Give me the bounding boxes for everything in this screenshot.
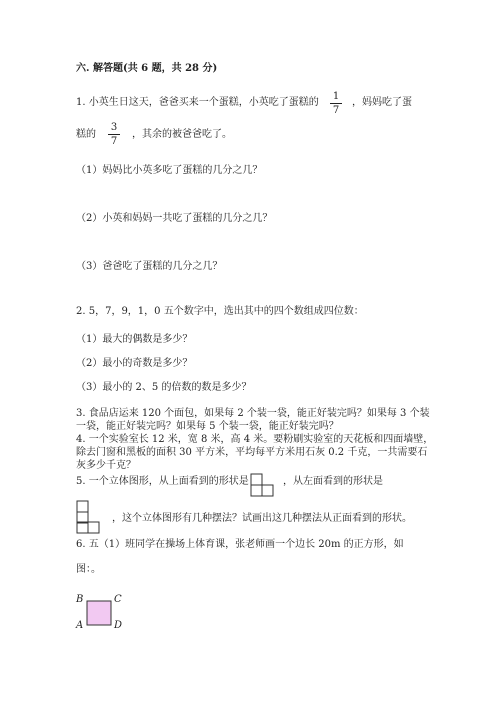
q1-sub2: （2）小英和妈妈一共吃了蛋糕的几分之几？ <box>76 213 273 224</box>
q1-sub3: （3）爸爸吃了蛋糕的几分之几？ <box>76 261 223 272</box>
q1-line2-a: 糕的 <box>76 129 96 140</box>
square-label-b: B <box>76 594 84 605</box>
q1-line2-b: ，其余的被爸爸吃了。 <box>132 129 232 140</box>
square-label-d: D <box>114 620 123 631</box>
left-view-figure <box>76 500 102 534</box>
q1-sub1: （1）妈妈比小英多吃了蛋糕的几分之几？ <box>76 165 263 176</box>
q2-sub1: （1）最大的偶数是多少？ <box>76 334 193 345</box>
q1-frac1-numerator: 1 <box>332 91 340 102</box>
q1-frac2-numerator: 3 <box>110 122 118 133</box>
q5-line1-a: 5. 一个立体图形，从上面看到的形状是 <box>76 476 249 487</box>
q6-line2: 图：。 <box>76 564 101 575</box>
square-label-a: A <box>76 620 84 631</box>
q6-line1: 6. 五（1）班同学在操场上体育课，张老师画一个边长 20m 的正方形，如 <box>76 539 404 550</box>
square-abcd-figure <box>86 600 112 626</box>
q1-frac2-denominator: 7 <box>110 136 118 147</box>
q3-line2: 一袋，能正好装完吗？如果每 5 个装一袋，能正好装完吗？ <box>76 421 339 432</box>
q4-line2: 除去门窗和黑板的面积 30 平方米，平均每平方米用石灰 0.2 千克，一共需要石 <box>76 447 428 458</box>
q1-frac1-denominator: 7 <box>332 105 340 116</box>
square-label-c: C <box>114 594 122 605</box>
q2-stem: 2. 5，7，9，1，0 五个数字中，选出其中的四个数组成四位数： <box>76 306 364 317</box>
top-view-figure <box>250 473 274 497</box>
q1-fraction-1 <box>330 91 342 116</box>
q4-line1: 4. 一个实验室长 12 米，宽 8 米，高 4 米。要粉刷实验室的天花板和四面墙壁， <box>76 434 434 445</box>
q2-sub2: （2）最小的奇数是多少？ <box>76 358 193 369</box>
q5-line1-b: ，从左面看到的形状是 <box>283 476 383 487</box>
q4-line3: 灰多少千克？ <box>76 460 136 471</box>
section-title: 六. 解答题(共 6 题，共 28 分) <box>76 63 218 74</box>
q1-line1-b: ，妈妈吃了蛋 <box>352 97 412 108</box>
q2-sub3: （3）最小的 2、5 的倍数的数是多少？ <box>76 382 252 393</box>
q5-line2: ，这个立体图形有几种摆法？试画出这几种摆法从正面看到的形状。 <box>112 513 412 524</box>
q1-line1-a: 1. 小英生日这天，爸爸买来一个蛋糕，小英吃了蛋糕的 <box>76 97 319 108</box>
q1-fraction-2 <box>108 122 120 147</box>
q3-line1: 3. 食品店运来 120 个面包，如果每 2 个装一袋，能正好装完吗？如果每 3 个装 <box>76 408 430 419</box>
